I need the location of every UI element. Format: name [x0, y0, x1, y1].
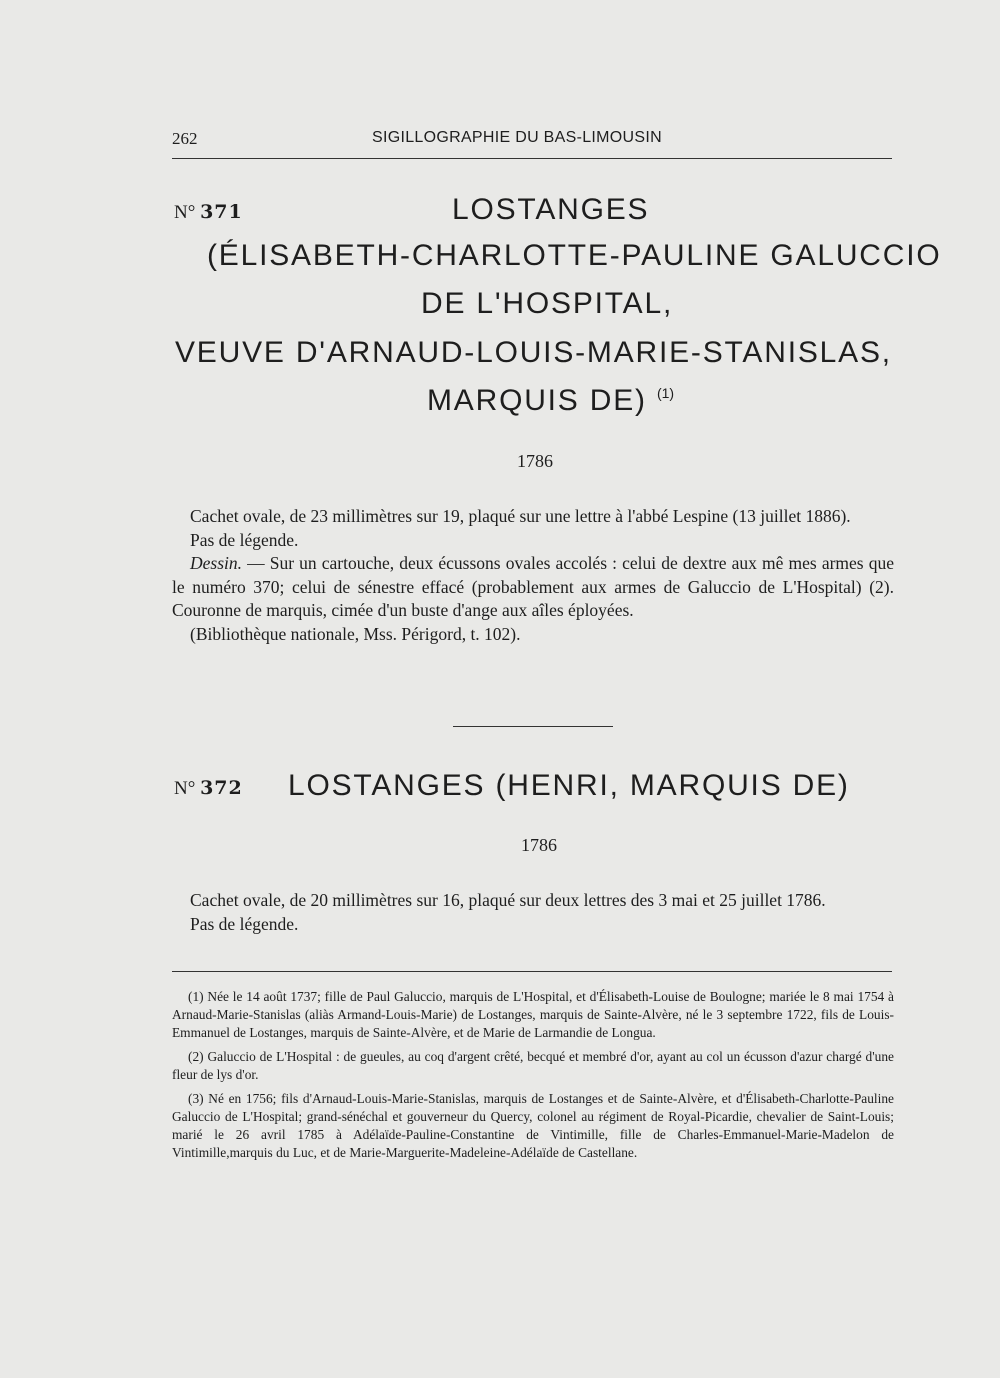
entry-371-title-line-1: LOSTANGES: [452, 193, 650, 226]
entry-371-title-line-5: [427, 384, 674, 418]
footnotes-rule: [172, 971, 892, 972]
entry-372-paragraph-2: Pas de légende.: [190, 913, 299, 934]
entry-371-body: [172, 505, 894, 646]
entry-number-prefix: N°: [174, 778, 196, 799]
dessin-label: Dessin.: [190, 553, 243, 573]
entry-371-title-line-3: DE L'HOSPITAL,: [421, 287, 674, 320]
footnote-1: (1) Née le 14 août 1737; fille de Paul Galuccio, marquis de L'Hospital, et d'Élisabeth-Louise de Boulogne; mariée le 8 mai 1754 à Arnaud-Marie-Stanislas (aliàs Armand-Louis-Marie) de Lostanges, marquis de Sainte-Alvère, né le 3 septembre 1722, fils de Louis-Emmanuel de Lostanges, marquis de Sainte-Alvère, et de Marie de Larmandie de Longua.: [172, 989, 894, 1040]
running-title: SIGILLOGRAPHIE DU BAS-LIMOUSIN: [372, 129, 662, 146]
entry-371-number: [174, 201, 243, 224]
entry-372-body: [172, 889, 894, 936]
entry-372-year: 1786: [521, 835, 557, 855]
dessin-dash: —: [242, 553, 270, 573]
entry-371-title-line-2: (ÉLISABETH-CHARLOTTE-PAULINE GALUCCIO: [207, 239, 942, 272]
footnotes: [172, 988, 894, 1168]
entry-371-year: 1786: [517, 451, 553, 471]
entry-372-number: [174, 777, 243, 800]
footnote-ref-1: (1): [656, 385, 675, 401]
page-number: 262: [172, 129, 198, 148]
entry-371-paragraph-3: Sur un cartouche, deux écussons ovales accolés : celui de dextre aux mê mes armes que le numéro 370; celui de sénestre effacé (probablement aux armes de Galuccio de L'Hospital) (2). Couronne de marquis, cimée d'un buste d'ange aux aîles éployées.: [172, 553, 894, 620]
footnote-2: (2) Galuccio de L'Hospital : de gueules, au coq d'argent crêté, becqué et membré d'or, ayant au col un écusson d'azur chargé d'une fleur de lys d'or.: [172, 1049, 894, 1082]
entry-371-paragraph-4: (Bibliothèque nationale, Mss. Périgord, t. 102).: [190, 623, 521, 644]
entry-371-paragraph-2: Pas de légende.: [190, 529, 299, 550]
footnote-3: (3) Né en 1756; fils d'Arnaud-Louis-Marie-Stanislas, marquis de Lostanges et de Sainte-Alvère, et d'Élisabeth-Charlotte-Pauline Galuccio de L'Hospital; grand-sénéchal et gouverneur du Quercy, colonel au régiment de Royal-Picardie, chevalier de Saint-Louis; marié le 26 avril 1785 à Adélaïde-Pauline-Constantine de Vintimille, fille de Charles-Emmanuel-Marie-Madelon de Vintimille,marquis du Luc, et de Marie-Marguerite-Madeleine-Adélaïde de Castellane.: [172, 1091, 894, 1160]
entry-372-paragraph-1: Cachet ovale, de 20 millimètres sur 16, plaqué sur deux lettres des 3 mai et 25 juillet 1786.: [190, 890, 826, 910]
entry-371-title-text: MARQUIS DE): [427, 384, 647, 417]
entry-371-paragraph-1: Cachet ovale, de 23 millimètres sur 19, plaqué sur une lettre à l'abbé Lespine (13 juillet 1886).: [190, 506, 851, 526]
section-divider: [453, 726, 613, 727]
entry-number: 371: [200, 201, 243, 223]
entry-371-title-line-4: VEUVE D'ARNAUD-LOUIS-MARIE-STANISLAS,: [175, 336, 892, 369]
entry-number: 372: [200, 777, 243, 799]
entry-371-dessin-paragraph: [172, 552, 894, 623]
entry-372-title: LOSTANGES (HENRI, MARQUIS DE): [288, 769, 850, 802]
header-rule: [172, 158, 892, 159]
entry-number-prefix: N°: [174, 202, 196, 223]
